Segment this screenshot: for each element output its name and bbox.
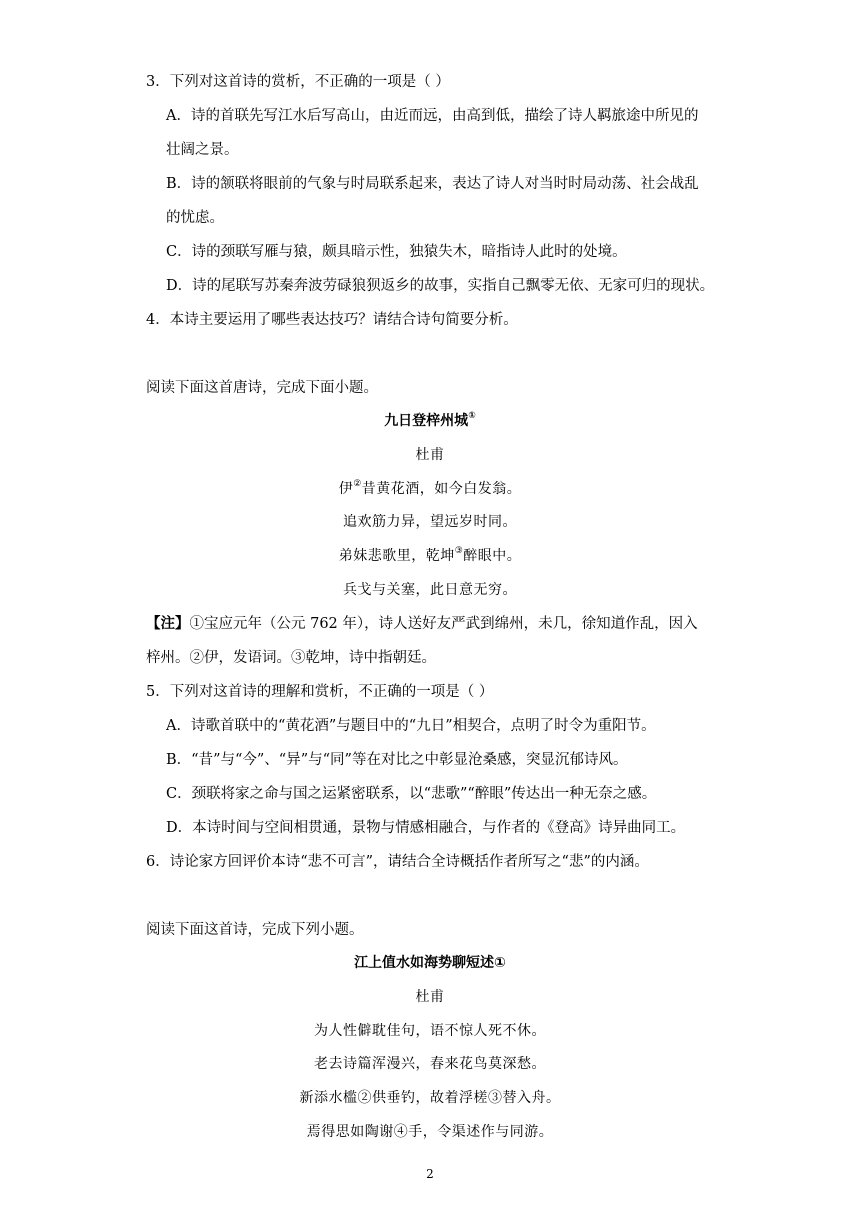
poem-2-line-2: 追欢筋力异，望远岁时同。 [343, 514, 517, 530]
page-number: 2 [426, 1167, 434, 1181]
poem-2-title [0, 411, 860, 431]
q3-option-b-line2: 的忧虑。 [166, 210, 224, 226]
poem-2-line-3-start: 弟妹悲歌里，乾坤 [338, 548, 455, 564]
poem-2-line-3-footnote-mark: ③ [454, 546, 464, 557]
q5-option-c: C．颈联将家之命与国之运紧密联系，以“悲歌”“醉眼”传达出一种无奈之感。 [166, 786, 657, 802]
poem-2-author: 杜甫 [415, 447, 445, 463]
poem-3-line-1: 为人性僻耽佳句，语不惊人死不休。 [314, 1023, 546, 1039]
passage-3-intro: 阅读下面这首诗，完成下列小题。 [146, 922, 364, 938]
q3-option-a-line2: 壮阔之景。 [166, 142, 239, 158]
q3-option-c: C．诗的颈联写雁与猿，颇具暗示性，独猿失木，暗指诗人此时的处境。 [166, 244, 627, 260]
poem-3-line-3: 新添水槛②供垂钓，故着浮槎③替入舟。 [299, 1090, 561, 1106]
poem-3-line-4: 焉得思如陶谢④手，令渠述作与同游。 [306, 1124, 554, 1140]
poem-3-line-2: 老去诗篇浑漫兴，春来花鸟莫深愁。 [314, 1056, 546, 1072]
q3-option-d: D．诗的尾联写苏秦奔波劳碌狼狈返乡的故事，实指自己飘零无依、无家可归的现状。 [166, 278, 715, 294]
note-text-1: ①宝应元年（公元 762 年），诗人送好友严武到绵州，未几，徐知道作乱，因入 [189, 616, 698, 632]
poem-2-line-3-rest: 醉眼中。 [463, 548, 522, 564]
poem-2-line-1 [0, 479, 860, 499]
poem-2-title-footnote-mark: ① [468, 411, 476, 422]
q5-option-d: D．本诗时间与空间相贯通，景物与情感相融合，与作者的《登高》诗异曲同工。 [166, 820, 686, 836]
poem-2-note-line2: 梓州。②伊，发语词。③乾坤，诗中指朝廷。 [146, 650, 436, 666]
question-3-stem: 3．下列对这首诗的赏析，不正确的一项是（ ） [146, 74, 450, 90]
poem-2-line-3 [0, 546, 860, 566]
q5-option-b: B．“昔”与“今”、“异”与“同”等在对比之中彰显沧桑感，突显沉郁诗风。 [166, 752, 628, 768]
question-5-stem: 5．下列对这首诗的理解和赏析，不正确的一项是（ ） [146, 684, 494, 700]
poem-2-title-text: 九日登梓州城 [384, 413, 469, 429]
poem-2-line-1-rest: 昔黄花酒，如今白发翁。 [361, 481, 522, 497]
note-label: 【注】 [146, 615, 190, 632]
q3-option-b-line1: B．诗的颔联将眼前的气象与时局联系起来，表达了诗人对当时时局动荡、社会战乱 [166, 176, 699, 192]
poem-2-note-line1 [146, 614, 698, 634]
poem-3-title: 江上值水如海势聊短述① [354, 955, 506, 971]
poem-2-line-4: 兵戈与关塞，此日意无穷。 [343, 582, 517, 598]
q3-option-a-line1: A．诗的首联先写江水后写高山，由近而远，由高到低，描绘了诗人羁旅途中所见的 [166, 108, 699, 124]
question-6-stem: 6．诗论家方回评价本诗“悲不可言”，请结合全诗概括作者所写之“悲”的内涵。 [146, 854, 649, 870]
question-4-stem: 4．本诗主要运用了哪些表达技巧？请结合诗句简要分析。 [146, 312, 518, 328]
q5-option-a: A．诗歌首联中的“黄花酒”与题目中的“九日”相契合，点明了时令为重阳节。 [166, 718, 656, 734]
poem-3-author: 杜甫 [415, 989, 445, 1005]
poem-2-line-1-start: 伊 [338, 481, 354, 497]
poem-2-line-1-footnote-mark: ② [353, 479, 362, 490]
passage-2-intro: 阅读下面这首唐诗，完成下面小题。 [146, 380, 378, 396]
